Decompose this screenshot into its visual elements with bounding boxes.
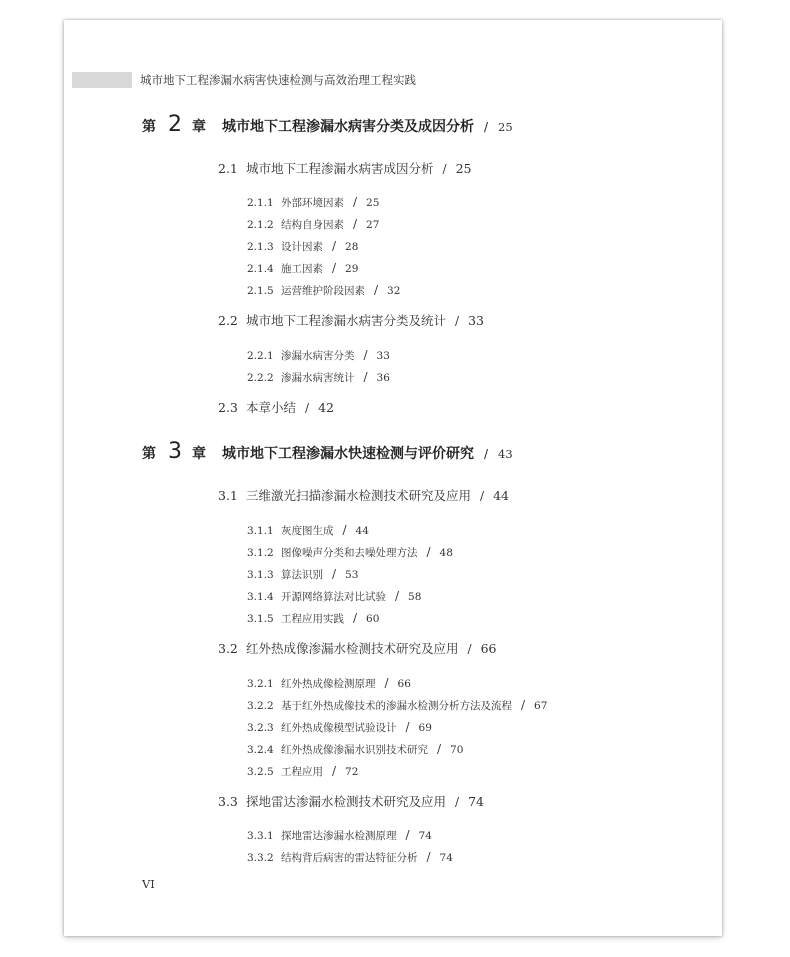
separator: / bbox=[332, 567, 337, 581]
subsection-number: 3.3.1 bbox=[247, 830, 274, 842]
subsection-3-2-3[interactable] bbox=[247, 718, 432, 737]
section-2-1[interactable] bbox=[218, 160, 471, 178]
page-number: 58 bbox=[408, 591, 422, 603]
page-number: 53 bbox=[345, 569, 359, 581]
section-2-3[interactable] bbox=[218, 399, 334, 417]
subsection-number: 2.2.1 bbox=[247, 350, 274, 362]
page-number: 67 bbox=[534, 700, 548, 712]
section-title: 三维激光扫描渗漏水检测技术研究及应用 bbox=[246, 488, 472, 503]
section-number: 2.3 bbox=[218, 400, 238, 415]
section-number: 3.2 bbox=[218, 641, 238, 656]
section-number: 3.3 bbox=[218, 794, 238, 809]
section-3-3[interactable] bbox=[218, 793, 484, 811]
running-header-title: 城市地下工程渗漏水病害快速检测与高效治理工程实践 bbox=[140, 73, 416, 87]
page-number: 27 bbox=[366, 219, 380, 231]
page-number: 74 bbox=[468, 794, 484, 809]
chapter-title: 城市地下工程渗漏水快速检测与评价研究 bbox=[222, 446, 474, 462]
separator: / bbox=[363, 348, 368, 362]
page-number: 33 bbox=[468, 313, 484, 328]
page-number: 72 bbox=[345, 766, 359, 778]
page-number: 43 bbox=[498, 447, 513, 461]
subsection-title: 外部环境因素 bbox=[281, 197, 344, 209]
subsection-title: 红外热成像检测原理 bbox=[281, 678, 376, 690]
separator: / bbox=[480, 489, 485, 503]
page-number: 44 bbox=[355, 525, 369, 537]
subsection-3-2-1[interactable] bbox=[247, 674, 411, 693]
subsection-number: 3.2.3 bbox=[247, 722, 274, 734]
separator: / bbox=[395, 589, 400, 603]
page-number: 66 bbox=[397, 678, 411, 690]
page-number: 74 bbox=[418, 830, 432, 842]
subsection-number: 3.1.3 bbox=[247, 569, 274, 581]
separator: / bbox=[353, 195, 358, 209]
page-number: 29 bbox=[345, 263, 359, 275]
book-page bbox=[64, 20, 722, 936]
page-number: 36 bbox=[376, 372, 390, 384]
page-number: 69 bbox=[418, 722, 432, 734]
page-number: 42 bbox=[318, 400, 334, 415]
separator: / bbox=[353, 611, 358, 625]
subsection-number: 3.2.5 bbox=[247, 766, 274, 778]
page-number: 74 bbox=[439, 852, 453, 864]
subsection-number: 3.1.2 bbox=[247, 547, 274, 559]
running-header-bar bbox=[72, 72, 132, 88]
page-number: 32 bbox=[387, 285, 401, 297]
subsection-3-3-2[interactable] bbox=[247, 848, 453, 867]
subsection-2-2-1[interactable] bbox=[247, 346, 390, 365]
subsection-number: 3.3.2 bbox=[247, 852, 274, 864]
separator: / bbox=[521, 698, 526, 712]
page-number: 60 bbox=[366, 613, 380, 625]
subsection-3-1-5[interactable] bbox=[247, 609, 379, 628]
separator: / bbox=[332, 764, 337, 778]
chapter-suffix: 章 bbox=[192, 119, 206, 135]
separator: / bbox=[405, 828, 410, 842]
subsection-number: 3.1.4 bbox=[247, 591, 274, 603]
section-number: 2.1 bbox=[218, 161, 238, 176]
separator: / bbox=[426, 545, 431, 559]
subsection-2-1-4[interactable] bbox=[247, 259, 358, 278]
subsection-number: 2.1.4 bbox=[247, 263, 274, 275]
subsection-title: 算法识别 bbox=[281, 569, 323, 581]
chapter-prefix: 第 bbox=[142, 119, 156, 135]
page-number: 48 bbox=[439, 547, 453, 559]
subsection-title: 红外热成像模型试验设计 bbox=[281, 722, 397, 734]
separator: / bbox=[484, 120, 489, 134]
section-2-2[interactable] bbox=[218, 312, 484, 330]
subsection-2-1-1[interactable] bbox=[247, 193, 379, 212]
subsection-number: 3.2.4 bbox=[247, 744, 274, 756]
subsection-number: 3.1.1 bbox=[247, 525, 274, 537]
subsection-title: 工程应用实践 bbox=[281, 613, 344, 625]
subsection-title: 红外热成像渗漏水识别技术研究 bbox=[281, 744, 428, 756]
subsection-3-2-4[interactable] bbox=[247, 740, 463, 759]
section-title: 本章小结 bbox=[246, 400, 297, 415]
subsection-3-1-4[interactable] bbox=[247, 587, 421, 606]
separator: / bbox=[305, 401, 310, 415]
section-3-2[interactable] bbox=[218, 640, 496, 658]
chapter-prefix: 第 bbox=[142, 446, 156, 462]
section-title: 城市地下工程渗漏水病害分类及统计 bbox=[246, 313, 447, 328]
subsection-number: 2.1.1 bbox=[247, 197, 274, 209]
subsection-number: 3.1.5 bbox=[247, 613, 274, 625]
subsection-title: 开源网络算法对比试验 bbox=[281, 591, 386, 603]
page-number: 25 bbox=[366, 197, 380, 209]
section-number: 3.1 bbox=[218, 488, 238, 503]
page-number: 28 bbox=[345, 241, 359, 253]
separator: / bbox=[342, 523, 347, 537]
subsection-number: 2.1.2 bbox=[247, 219, 274, 231]
chapter-suffix: 章 bbox=[192, 446, 206, 462]
separator: / bbox=[442, 162, 447, 176]
subsection-3-3-1[interactable] bbox=[247, 826, 432, 845]
separator: / bbox=[384, 676, 389, 690]
section-3-1[interactable] bbox=[218, 487, 509, 505]
subsection-title: 工程应用 bbox=[281, 766, 323, 778]
subsection-2-2-2[interactable] bbox=[247, 368, 390, 387]
page-number: 25 bbox=[455, 161, 472, 176]
chapter-number: 2 bbox=[168, 112, 182, 137]
subsection-title: 渗漏水病害分类 bbox=[281, 350, 355, 362]
separator: / bbox=[353, 217, 358, 231]
separator: / bbox=[405, 720, 410, 734]
page-folio: VI bbox=[142, 877, 155, 891]
subsection-3-1-2[interactable] bbox=[247, 543, 453, 562]
section-number: 2.2 bbox=[218, 313, 238, 328]
subsection-2-1-3[interactable] bbox=[247, 237, 358, 256]
subsection-number: 2.1.5 bbox=[247, 285, 274, 297]
subsection-title: 图像噪声分类和去噪处理方法 bbox=[281, 547, 418, 559]
chapter-number: 3 bbox=[168, 439, 182, 464]
subsection-title: 运营维护阶段因素 bbox=[281, 285, 365, 297]
separator: / bbox=[455, 314, 460, 328]
subsection-number: 2.1.3 bbox=[247, 241, 274, 253]
subsection-title: 结构背后病害的雷达特征分析 bbox=[281, 852, 418, 864]
separator: / bbox=[332, 239, 337, 253]
subsection-2-1-5[interactable] bbox=[247, 281, 400, 300]
subsection-title: 探地雷达渗漏水检测原理 bbox=[281, 830, 397, 842]
page-number: 66 bbox=[480, 641, 497, 656]
subsection-3-1-3[interactable] bbox=[247, 565, 358, 584]
subsection-2-1-2[interactable] bbox=[247, 215, 379, 234]
chapter-3-entry[interactable] bbox=[142, 439, 513, 464]
subsection-number: 3.2.2 bbox=[247, 700, 274, 712]
separator: / bbox=[455, 795, 460, 809]
subsection-3-1-1[interactable] bbox=[247, 521, 369, 540]
separator: / bbox=[437, 742, 442, 756]
subsection-title: 灰度图生成 bbox=[281, 525, 334, 537]
chapter-2-entry[interactable] bbox=[142, 112, 513, 137]
subsection-title: 渗漏水病害统计 bbox=[281, 372, 355, 384]
section-title: 探地雷达渗漏水检测技术研究及应用 bbox=[246, 794, 447, 809]
separator: / bbox=[467, 642, 472, 656]
page-number: 44 bbox=[493, 488, 509, 503]
separator: / bbox=[363, 370, 368, 384]
section-title: 城市地下工程渗漏水病害成因分析 bbox=[246, 161, 434, 176]
subsection-title: 结构自身因素 bbox=[281, 219, 344, 231]
section-title: 红外热成像渗漏水检测技术研究及应用 bbox=[246, 641, 459, 656]
subsection-3-2-2[interactable] bbox=[247, 696, 547, 715]
chapter-title: 城市地下工程渗漏水病害分类及成因分析 bbox=[222, 119, 474, 135]
separator: / bbox=[484, 447, 489, 461]
subsection-title: 基于红外热成像技术的渗漏水检测分析方法及流程 bbox=[281, 700, 512, 712]
subsection-3-2-5[interactable] bbox=[247, 762, 358, 781]
subsection-number: 3.2.1 bbox=[247, 678, 274, 690]
separator: / bbox=[332, 261, 337, 275]
page-number: 33 bbox=[376, 350, 390, 362]
page-number: 25 bbox=[498, 120, 513, 134]
page-number: 70 bbox=[450, 744, 464, 756]
separator: / bbox=[374, 283, 379, 297]
subsection-number: 2.2.2 bbox=[247, 372, 274, 384]
subsection-title: 施工因素 bbox=[281, 263, 323, 275]
subsection-title: 设计因素 bbox=[281, 241, 323, 253]
separator: / bbox=[426, 850, 431, 864]
